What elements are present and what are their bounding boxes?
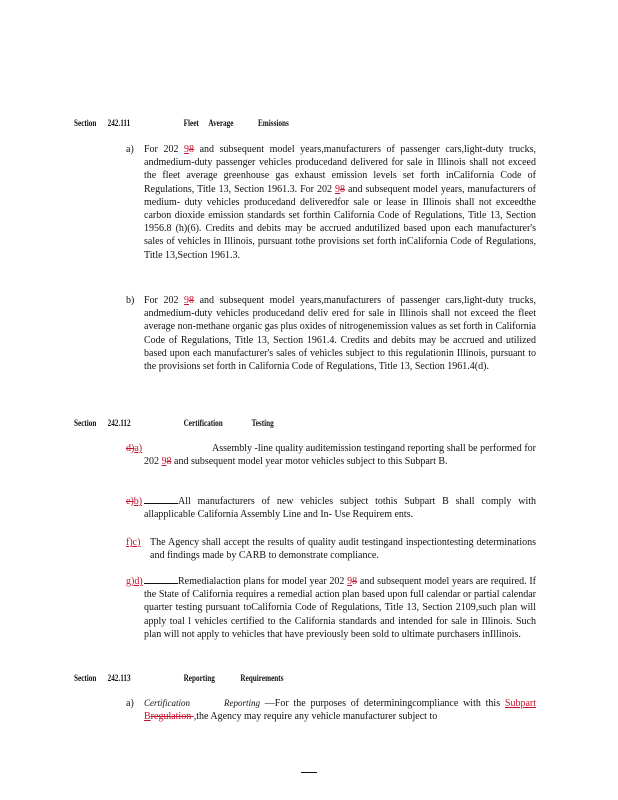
deleted-text: 8 [166, 456, 172, 468]
section-title-word: Emissions [258, 118, 289, 128]
text-run: —For the purposes of determiningcompliance with this [260, 698, 505, 709]
paragraph-body [144, 442, 536, 468]
paragraph-111-a [126, 143, 536, 262]
text-run: and subsequent model years,manufacturers of passenger cars,light-duty trucks, andmedium-duty vehicles producedand deliv ered for sale in Illinois shall not exceed the fleet average non-methane organic gas plus oxides of nitrogenemission values as set forth in California Code of Regulations, Title 13, Section 1961.4. Credits and debits may be accrued and utilized based upon each manufacturer's sales of vehicles subject to this regulationin Illinois, pursuant to the provisions set forth in California Code of Regulations, Title 13, Section 1961.4(d). [144, 295, 536, 373]
paragraph-body [144, 575, 536, 641]
paragraph-112-d [126, 575, 536, 641]
paragraph-label [126, 495, 142, 508]
inserted-label: c) [132, 537, 141, 548]
deleted-text: regulation [150, 711, 194, 723]
deleted-label: f) [126, 537, 133, 548]
paragraph-112-c [126, 536, 536, 562]
italic-heading: Certification [144, 698, 190, 708]
text-run: and subsequent model years,manufacturers of passenger cars,light-duty trucks, andmedium-duty passenger vehicles producedand delivered for sale in Illinois shall not exceed the fleet average greenhouse gas exhaust emission levels set forth inCalifornia Code of Regulations, Title 13, Section 1961.3. For 202 [144, 144, 536, 195]
section-word: Section [74, 673, 97, 683]
paragraph-113-a [126, 697, 536, 723]
paragraph-label: a) [126, 698, 134, 709]
paragraph-label [126, 536, 140, 549]
deleted-label: g) [126, 576, 135, 587]
paragraph-label: a) [126, 144, 134, 155]
text-run: ,the Agency may require any vehicle manufacturer subject to [193, 711, 438, 723]
paragraph-label [126, 442, 142, 455]
section-title-word: Reporting [183, 673, 215, 683]
section-title-word: Requirements [240, 673, 284, 683]
inserted-text: 9 [347, 576, 353, 587]
paragraph-body [144, 495, 536, 521]
text-run: Assembly -line quality auditemission testingand reporting shall be performed for 202 [144, 443, 536, 468]
inserted-text: 9 [335, 183, 341, 195]
paragraph-body [150, 536, 536, 562]
italic-heading: Reporting [224, 698, 260, 708]
inserted-text: 9 [184, 295, 190, 306]
section-heading-242-111 [74, 118, 289, 128]
section-word: Section [74, 118, 97, 128]
deleted-text: 8 [352, 576, 358, 587]
paragraph-body [144, 294, 536, 373]
paragraph-body [144, 143, 536, 262]
section-title-word: Average [208, 118, 234, 128]
paragraph-body [144, 697, 536, 723]
text-run: and subsequent model years are required. If the State of California requires a remedial action plan based upon full calendar or partial calendar quarter testing pursuant toCalifornia Code of Regulations, Title 13, Section 2109,such plan will apply toal l vehicles certified to the California standards and intended for sale in Illinois. Such plan will not apply to vehicles that have previously been sold to ultimate purchasers inIllinois. [144, 576, 536, 640]
deleted-text: 8 [189, 295, 195, 306]
section-word: Section [74, 418, 97, 428]
section-heading-242-112 [74, 418, 274, 428]
deleted-text: 8 [340, 183, 346, 195]
paragraph-label: b) [126, 295, 135, 306]
inserted-label: b) [133, 496, 143, 507]
paragraph-112-b [126, 495, 536, 521]
text-run: and subsequent model years, manufacturers of medium- duty vehicles producedand deliveredfor sale or lease in Illinois shall not exceedthe carbon dioxide emission standards set forthin California Code of Regulations, Title 13, Section 1956.8 (h)(6). Credits and debits may be accrued andutilized based upon each manufacturer's sales of vehicles in Illinois, pursuant tothe provisions set forth inCalifornia Code of Regulations, Title 13,Section 1961.3. [144, 183, 537, 261]
section-title-word: Testing [251, 418, 274, 428]
inserted-text: Subpart B [144, 698, 536, 723]
section-title-word: Fleet [183, 118, 199, 128]
inserted-text: 9 [161, 456, 167, 468]
text-run: All manufacturers of new vehicles subject tothis Subpart B shall comply with allapplicable California Assembly Line and In- Use Requirem ents. [144, 496, 536, 521]
section-title-word: Certification [183, 418, 223, 428]
text-run: For 202 [144, 295, 185, 306]
section-number: 242.113 [107, 673, 131, 683]
text-run: The Agency shall accept the results of quality audit testingand inspectiontesting determinations and findings made by CARB to demonstrate compliance. [150, 537, 536, 562]
inserted-label: a) [134, 443, 143, 454]
paragraph-112-a [126, 442, 536, 468]
deleted-text: 8 [189, 144, 195, 155]
text-run: and subsequent model year motor vehicles subject to this Subpart B. [171, 456, 448, 468]
text-run: Remedialaction plans for model year 202 [178, 576, 348, 587]
inserted-label: d) [134, 576, 143, 587]
text-run: For 202 [144, 144, 185, 155]
deleted-label: e) [126, 496, 134, 507]
section-number: 242.112 [107, 418, 131, 428]
section-number: 242.111 [107, 118, 131, 128]
deleted-label: d) [126, 443, 135, 454]
paragraph-111-b [126, 294, 536, 373]
section-heading-242-113 [74, 673, 284, 683]
inserted-text: 9 [184, 144, 190, 155]
paragraph-label [126, 575, 143, 588]
page-number-rule [301, 772, 317, 773]
